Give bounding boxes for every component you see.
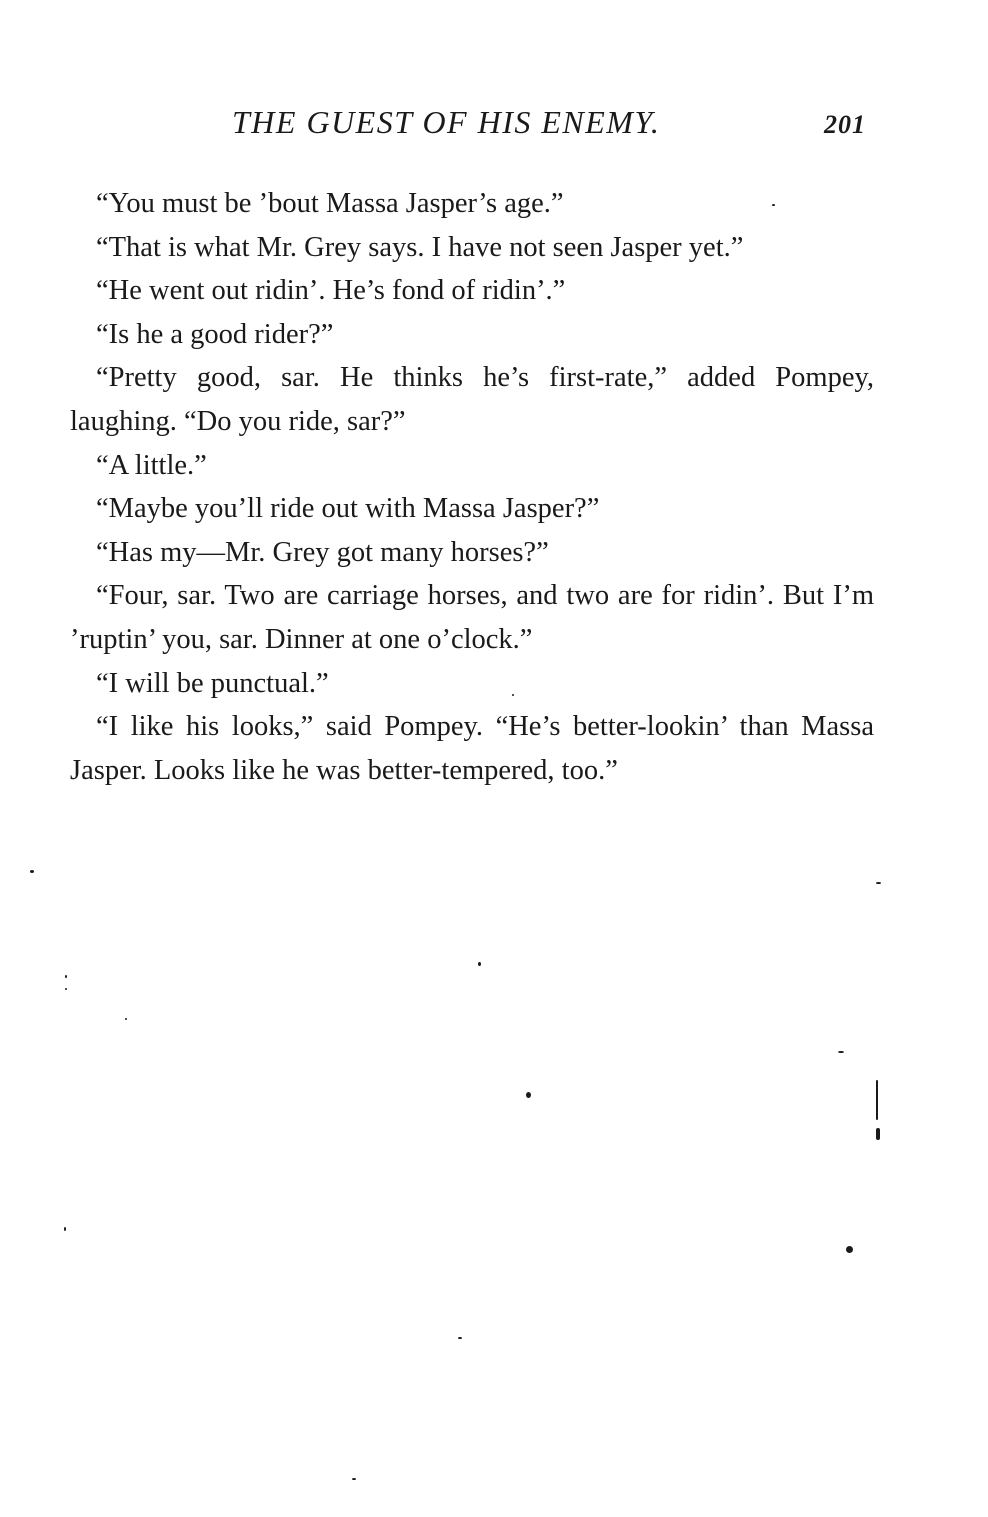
scan-speck (352, 1478, 356, 1480)
scan-speck (512, 694, 514, 696)
scan-speck (458, 1337, 462, 1339)
scan-speck (876, 1080, 878, 1120)
paragraph: “Maybe you’ll ride out with Massa Jasper?” (96, 493, 600, 525)
scan-speck (125, 1018, 127, 1020)
page-number: 201 (824, 110, 866, 139)
paragraph: “A little.” (96, 449, 207, 481)
scan-speck (526, 1092, 531, 1098)
running-title: THE GUEST OF HIS ENEMY. (232, 104, 661, 140)
scan-speck (30, 870, 34, 873)
scan-speck (876, 1128, 880, 1140)
scan-speck (65, 988, 67, 990)
scan-speck (772, 204, 775, 206)
paragraph: “Is he a good rider?” (96, 318, 334, 350)
scan-speck (64, 1227, 66, 1231)
paragraph: “Pretty good, sar. He thinks he’s first-rate,” added Pompey, laughing. “Do you ride, sar?” (70, 362, 874, 437)
paragraph: “You must be ’bout Massa Jasper’s age.” (96, 188, 564, 219)
paragraph: “He went out ridin’. He’s fond of ridin’.” (96, 275, 566, 307)
scan-speck (65, 975, 67, 978)
paragraph: “That is what Mr. Grey says. I have not seen Jasper yet.” (96, 231, 744, 263)
page-header (0, 104, 988, 148)
scan-speck (876, 882, 881, 884)
paragraph: “I will be punctual.” (96, 667, 329, 699)
scan-speck (478, 962, 481, 966)
paragraph: “I like his looks,” said Pompey. “He’s better-lookin’ than Massa Jasper. Looks like he was better-tempered, too.” (70, 711, 874, 786)
scan-speck (838, 1051, 844, 1053)
body-text (70, 182, 874, 792)
paragraph: “Four, sar. Two are carriage horses, and two are for ridin’. But I’m ’ruptin’ you, sar. Dinner at one o’clock.” (70, 580, 874, 655)
paragraph: “Has my—Mr. Grey got many horses?” (96, 536, 549, 568)
scan-speck (846, 1246, 853, 1253)
